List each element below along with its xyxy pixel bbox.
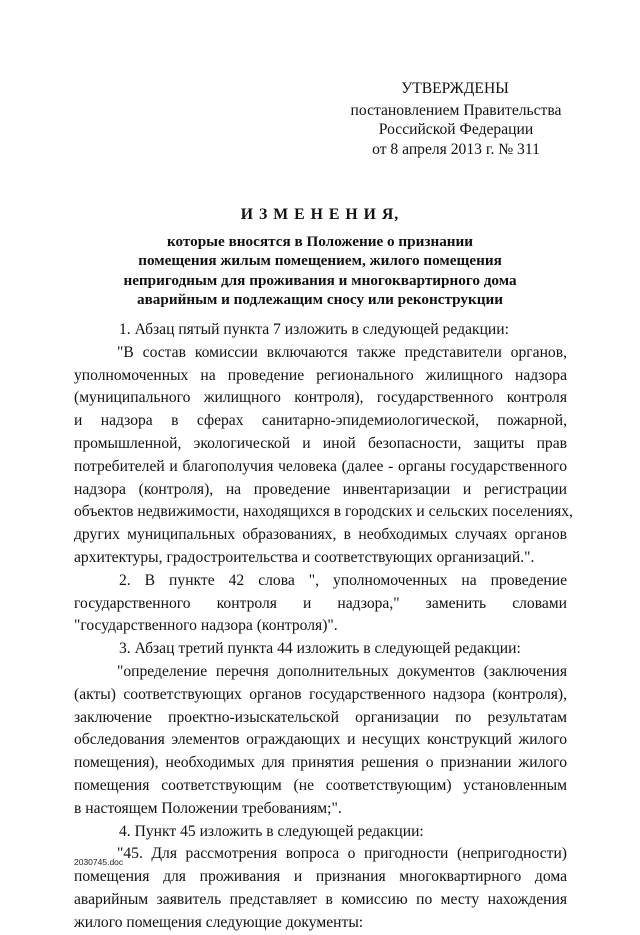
body-text-line: и надзора в сферах санитарно-эпидемиологической, пожарной, [74,412,567,430]
document-body [74,319,573,935]
file-name-footer: 2030745.doc [74,857,124,867]
body-text-line: 1. Абзац пятый пункта 7 изложить в следующей редакции: [119,321,509,338]
body-text-line: других муниципальных образованиях, в необходимых случаях органов [74,526,567,544]
body-text-line: (муниципального жилищного контроля), государственного контроля [74,389,567,407]
approval-line-2: Российской Федерации [378,121,534,138]
body-text-line: помещения для проживания и признания многоквартирного дома [74,868,567,886]
body-text-line: "В состав комиссии включаются также представители органов, [117,343,567,361]
body-text-line: уполномоченных на проведение регионального жилищного надзора [74,366,567,384]
title-heading: И З М Е Н Е Н И Я, [240,206,400,223]
approval-heading: УТВЕРЖДЕНЫ [401,80,509,97]
approval-line-1: постановлением Правительства [350,102,562,119]
title-subline: помещения жилым помещением, жилого помещения [138,252,502,269]
body-text-line: 2. В пункте 42 слова ", уполномоченных на проведение [119,571,567,589]
body-text-line: 3. Абзац третий пункта 44 изложить в следующей редакции: [119,640,521,658]
body-text-line: заключение проектно-изыскательской организации по результатам [74,708,567,726]
document-title [0,205,640,310]
approval-line-3: от 8 апреля 2013 г. № 311 [372,141,540,158]
body-text-line: архитектуры, градостроительства и соответствующих организаций.". [74,548,535,566]
body-text-line: промышленной, экологической и иной безопасности, защиты прав [74,434,567,452]
body-text-line: обследования элементов ограждающих и несущих конструкций жилого [74,731,567,749]
body-text-line: жилого помещения следующие документы: [74,913,364,931]
body-text-line: потребителей и благополучия человека (далее - органы государственного [74,457,567,475]
body-text-line: помещения), необходимых для принятия решения о признании жилого [74,754,567,772]
body-text-line: помещения соответствующим (не соответствующим) установленным [74,776,567,794]
body-text-line: 4. Пункт 45 изложить в следующей редакции: [119,822,424,840]
body-text-line: (акты) соответствующих органов государственного надзора (контроля), [74,685,567,703]
title-subline: аварийным и подлежащим сносу или реконструкции [137,291,503,308]
body-text-line: надзора (контроля), на проведение инвентаризации и регистрации [74,480,567,498]
body-text-line: аварийным заявитель представляет в комиссию по месту нахождения [74,890,567,908]
body-text-line: "определение перечня дополнительных документов (заключения [117,662,567,680]
title-subline: непригодным для проживания и многоквартирного дома [123,271,517,289]
title-subline: которые вносятся в Положение о признании [166,232,474,250]
body-text-line: "государственного надзора (контроля)". [74,617,338,635]
body-text-line: "45. Для рассмотрения вопроса о пригодности (непригодности) [117,845,567,863]
body-text-line: объектов недвижимости, находящихся в городских и сельских поселениях, [74,503,573,521]
body-text-line: в настоящем Положении требованиям;". [74,799,342,817]
body-text-line: государственного контроля и надзора," заменить словами [74,594,567,612]
